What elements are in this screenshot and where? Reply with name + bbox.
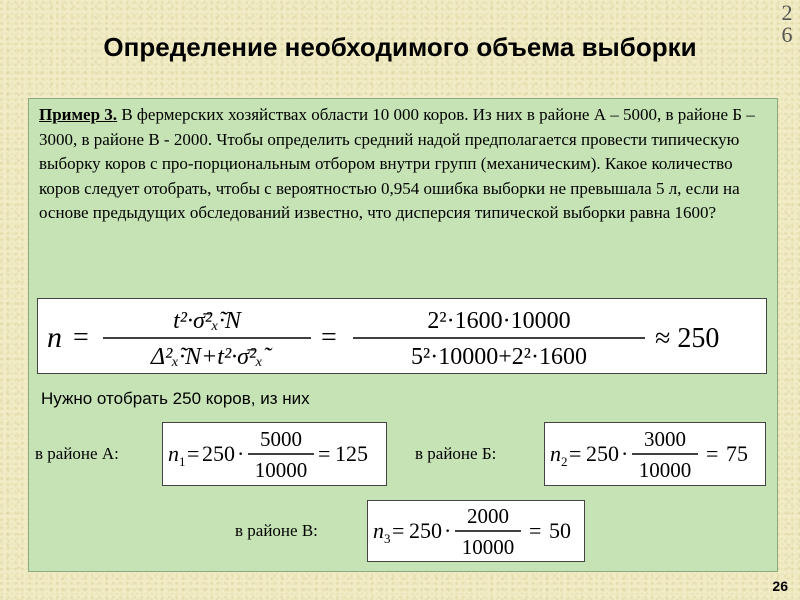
region-b-formula-box [544, 422, 766, 486]
formula-denominator: Δ²ₓ̃·N+t²·σ̄²ₓ̃ [150, 344, 264, 370]
corner-digit: 6 [781, 22, 793, 47]
formula-var: n [550, 441, 561, 466]
formula-num: 3000 [644, 427, 686, 451]
formula-result: ≈ 250 [655, 323, 720, 354]
formula-dot: · [444, 518, 452, 543]
formula-total: 250 [409, 518, 442, 543]
region-b-formula [546, 424, 764, 484]
region-v-formula [369, 502, 583, 560]
formula-den: 10000 [461, 535, 515, 559]
formula-equals: = [73, 322, 89, 353]
formula-index: 3 [384, 531, 391, 546]
slide-title: Определение необходимого объема выборки [103, 32, 697, 62]
formula-total: 250 [202, 441, 235, 466]
formula-den: 10000 [254, 458, 308, 482]
formula-equals: = [187, 441, 200, 466]
region-a-formula-box [162, 422, 387, 486]
formula-num: 2000 [467, 504, 509, 528]
content-panel [28, 98, 778, 572]
formula-dot: · [621, 441, 629, 466]
formula-index: 1 [179, 454, 186, 469]
problem-label: Пример 3. [39, 105, 118, 124]
region-v-formula-box [367, 500, 585, 562]
formula-equals: = [569, 441, 582, 466]
corner-digit: 2 [781, 0, 793, 25]
formula-result: 50 [549, 518, 571, 543]
page-number: 26 [772, 578, 788, 594]
formula-equals: = [706, 441, 719, 466]
formula-sub-numerator: 2²·1600·10000 [427, 308, 571, 334]
main-formula [39, 300, 765, 372]
problem-statement [39, 103, 769, 226]
main-formula-box [37, 298, 767, 374]
formula-dot: · [237, 441, 245, 466]
formula-equals: = [529, 518, 542, 543]
formula-lhs: n [47, 321, 62, 354]
region-b-label: в районе Б: [415, 444, 497, 463]
conclusion-text: Нужно отобрать 250 коров, из них [41, 389, 310, 408]
formula-result: 125 [335, 441, 368, 466]
formula-equals: = [318, 441, 331, 466]
region-a-label: в районе А: [35, 444, 119, 463]
formula-var: n [168, 441, 179, 466]
formula-total: 250 [586, 441, 619, 466]
formula-index: 2 [561, 454, 568, 469]
formula-var: n [373, 518, 384, 543]
formula-result: 75 [726, 441, 748, 466]
formula-equals: = [392, 518, 405, 543]
formula-den: 10000 [638, 458, 692, 482]
formula-equals: = [321, 322, 337, 353]
formula-numerator: t²·σ̄²ₓ̃·N [173, 308, 241, 334]
problem-text: В фермерских хозяйствах области 10 000 коров. Из них в районе А – 5000, в районе Б – 3000, в районе В - 2000. Чтобы определить средний надой предполагается провести типическую выборку коров с про-порциональным отбором внутри групп (механическим). Какое количество коров следует отобрать, чтобы с вероятностью 0,954 ошибка выборки не превышала 5 л, если на основе предыдущих обследований известно, что дисперсия типической выборки равна 1600? [39, 105, 755, 222]
region-a-formula [164, 424, 385, 484]
formula-sub-denominator: 5²·10000+2²·1600 [411, 344, 587, 370]
region-v-label: в районе В: [235, 521, 318, 540]
formula-num: 5000 [260, 427, 302, 451]
